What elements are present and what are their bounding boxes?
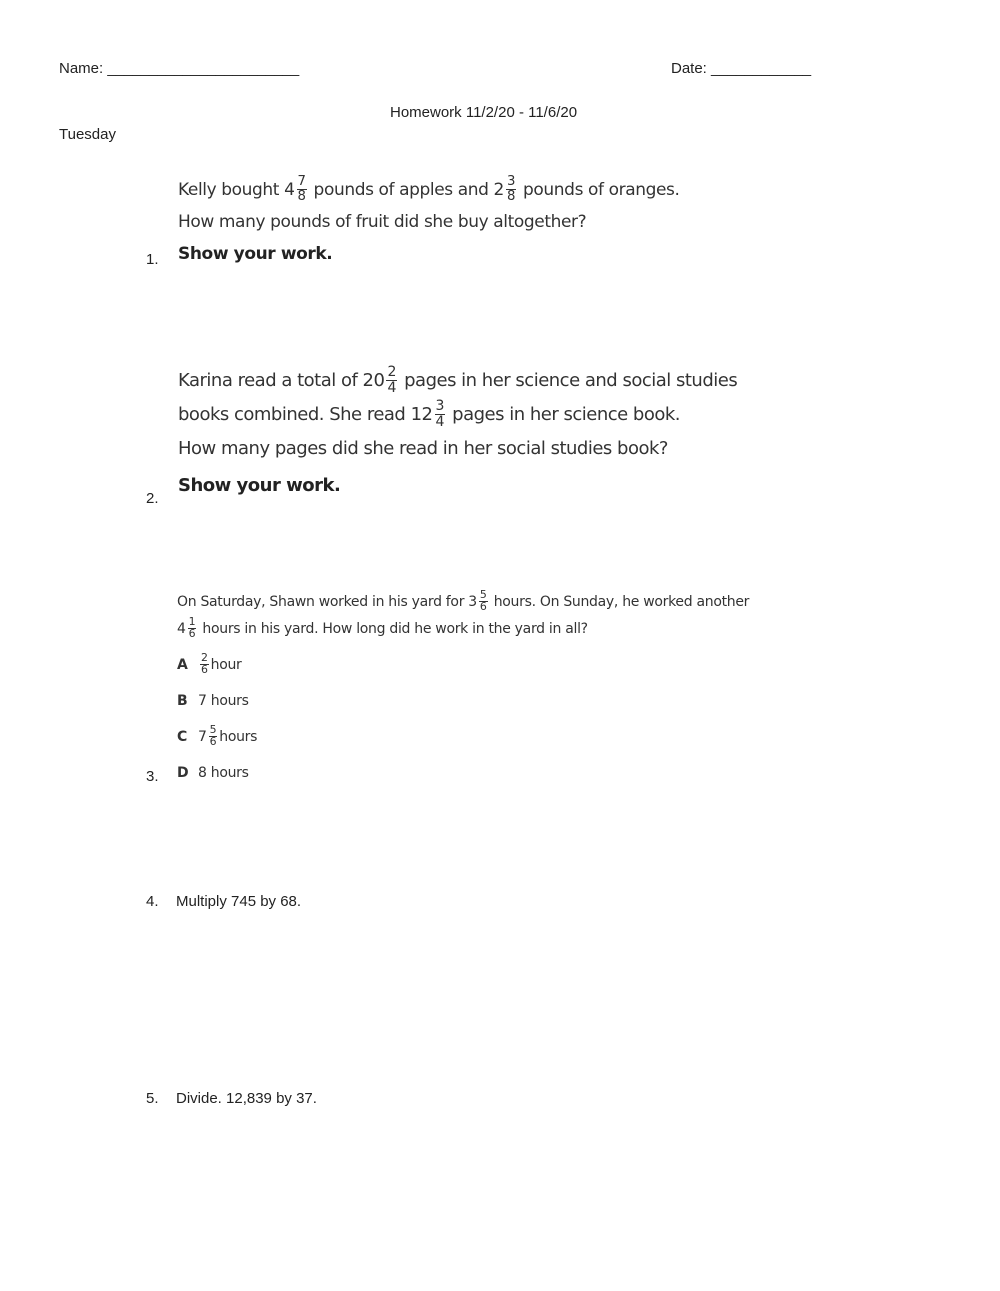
numerator: 3 [506, 174, 516, 190]
question-text: On Saturday, Shawn worked in his yard for 3 [177, 594, 477, 610]
fraction [297, 175, 307, 203]
numerator: 2 [387, 364, 396, 381]
answer-options [177, 647, 749, 791]
denominator: 4 [435, 413, 444, 430]
name-field-label: Name: _______________________ [59, 60, 300, 77]
question-text: books combined. She read 12 [178, 404, 433, 425]
option-text: hours [219, 729, 258, 745]
denominator: 6 [209, 734, 217, 748]
question-text: pounds of apples and 2 [313, 180, 504, 200]
question-text: hours in his yard. How long did he work in the yard in all? [202, 621, 588, 637]
question-number: 2. [146, 490, 159, 507]
numerator: 5 [209, 722, 217, 736]
question-line [178, 398, 737, 432]
numerator: 2 [201, 650, 208, 664]
question-line [177, 616, 749, 643]
question-2 [178, 364, 737, 506]
answer-option-a[interactable] [177, 647, 749, 683]
numerator: 1 [188, 614, 196, 628]
question-text: Kelly bought 4 [178, 180, 295, 200]
fraction [506, 175, 516, 203]
question-text: 4 [177, 621, 186, 637]
question-line: How many pounds of fruit did she buy altogether? [178, 212, 587, 232]
denominator: 8 [297, 188, 306, 204]
numerator: 3 [435, 398, 444, 415]
option-text: hour [210, 657, 242, 673]
question-text: pages in her science and social studies [404, 370, 738, 391]
date-field-label: Date: ____________ [671, 60, 812, 77]
denominator: 6 [188, 626, 196, 640]
fraction [209, 722, 218, 748]
question-4-text: Multiply 745 by 68. [176, 893, 302, 910]
denominator: 4 [387, 379, 396, 396]
fraction [188, 614, 197, 640]
answer-option-b[interactable] [177, 683, 749, 719]
denominator: 8 [506, 188, 516, 204]
denominator: 6 [201, 662, 208, 676]
question-5-text: Divide. 12,839 by 37. [176, 1090, 317, 1107]
option-text: 7 hours [198, 693, 249, 709]
denominator: 6 [479, 599, 487, 613]
question-number: 3. [146, 768, 159, 785]
question-text: pages in her science book. [452, 404, 681, 425]
option-letter: C [177, 729, 187, 745]
fraction [479, 587, 488, 613]
fraction [386, 365, 396, 394]
question-line [178, 174, 680, 206]
show-work-instruction: Show your work. [178, 244, 333, 264]
fraction [435, 399, 445, 428]
question-number: 5. [146, 1090, 159, 1107]
question-3 [177, 589, 749, 791]
question-1 [178, 174, 680, 270]
day-heading: Tuesday [59, 126, 116, 143]
show-work-instruction: Show your work. [178, 475, 341, 496]
option-letter: D [177, 765, 189, 781]
page-title: Homework 11/2/20 - 11/6/20 [390, 104, 578, 121]
option-letter: B [177, 693, 188, 709]
answer-option-c[interactable] [177, 719, 749, 755]
option-text: 7 [198, 729, 207, 745]
question-number: 4. [146, 893, 159, 910]
question-number: 1. [146, 251, 159, 268]
numerator: 5 [479, 587, 487, 601]
option-letter: A [177, 657, 188, 673]
question-text: pounds of oranges. [523, 180, 680, 200]
question-line [177, 589, 749, 616]
answer-option-d[interactable] [177, 755, 749, 791]
option-text: 8 hours [198, 765, 249, 781]
question-line [178, 364, 737, 398]
numerator: 7 [297, 174, 306, 190]
question-text: Karina read a total of 20 [178, 370, 385, 391]
question-text: hours. On Sunday, he worked another [493, 594, 750, 610]
question-line: How many pages did she read in her social studies book? [178, 438, 668, 459]
fraction [200, 650, 209, 676]
